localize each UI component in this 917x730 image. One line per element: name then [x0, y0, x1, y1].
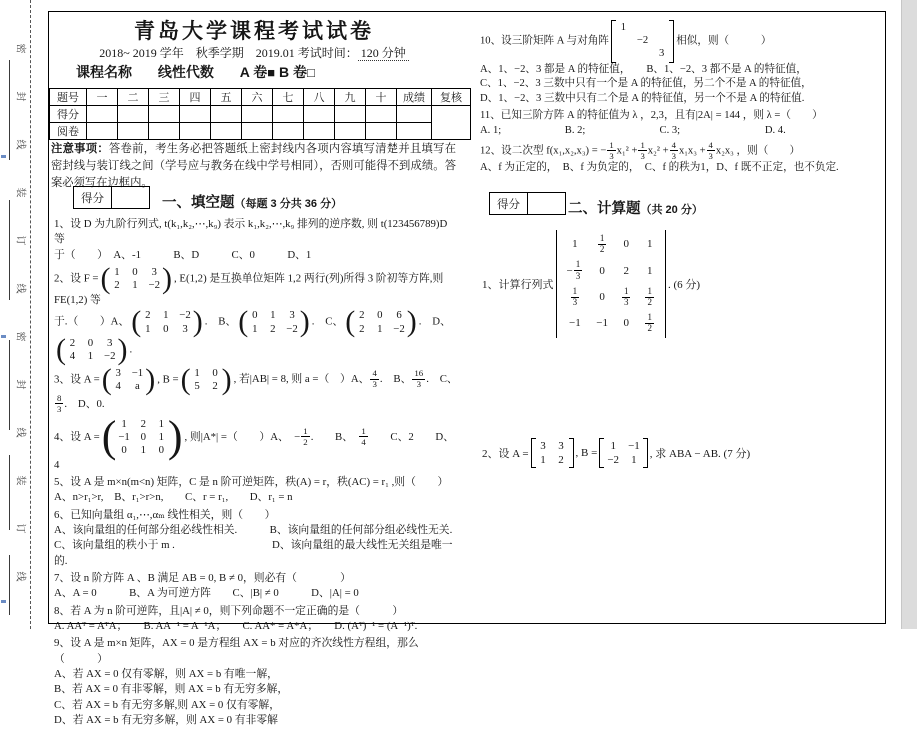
section2-title: 二、计算题（共 20 分）	[568, 201, 703, 217]
grade-col-header: 七	[273, 89, 304, 106]
matrix-F: ( 1 0 3 2 1 −2 )	[100, 262, 172, 296]
binding-mark	[1, 335, 6, 338]
binding-field-line	[9, 200, 10, 300]
grade-col-header: 一	[87, 89, 118, 106]
matrix-A: 3 3 1 2	[531, 438, 574, 468]
seal-line-char: 装	[14, 187, 26, 198]
score-box-section2	[489, 192, 566, 215]
grade-table	[49, 88, 471, 140]
grade-marker-row	[50, 123, 471, 140]
paper-a-checkbox-filled: ■	[267, 65, 276, 80]
matrix-option-c: ( 2 0 6 2 1 −2 )	[345, 305, 417, 339]
seal-line-char: 订	[14, 235, 26, 246]
score-box-label: 得分	[490, 193, 528, 215]
page-title: 青岛大学课程考试试卷	[134, 20, 374, 43]
grade-row-label: 得分	[50, 106, 87, 123]
question-11: 11、已知三阶方阵 A 的特征值为 λ ，2,3，且有|2A| = 144 ，则 λ =（ ） A. 1; B. 2; C. 3; D. 4.	[480, 110, 823, 136]
grade-col-header: 复核	[432, 89, 471, 106]
grade-row-label: 阅卷	[50, 123, 87, 140]
course-line	[76, 62, 466, 82]
matrix-option-d: ( 2 0 3 4 1 −2 )	[56, 333, 128, 367]
scrollbar-track[interactable]	[901, 0, 917, 629]
score-box-label: 得分	[74, 187, 112, 209]
binding-field-line	[9, 455, 10, 530]
questions-column-left	[54, 217, 459, 730]
matrix-A: ( 3 −1 4 a )	[101, 362, 156, 396]
score-box-section1	[73, 186, 150, 209]
matrix-A: ( 1 2 1 −1 0 1 0 1 0 )	[101, 412, 183, 462]
question-8: 8、若 A 为 n 阶可逆阵，且|A| ≠ 0，则下列命题不一定正确的是（ ） A. AAᵀ = AᵀA； B. AA⁻¹ = A⁻¹A； C. AA* = A*A； D. (Aᵀ)⁻¹ = (A⁻¹)ᵀ.	[54, 604, 418, 633]
calc-question-2: 2、设 A = 3 3 1 2 , B = 1 −1 −2 1 , 求 ABA − AB. (7 分)	[482, 438, 750, 468]
section1-title: 一、填空题（每题 3 分共 36 分）	[162, 195, 343, 211]
grade-col-header: 四	[180, 89, 211, 106]
seal-line-char: 线	[14, 427, 26, 438]
grade-col-header: 八	[304, 89, 335, 106]
paper-b-label: B 卷	[279, 64, 308, 80]
notice	[51, 141, 456, 192]
binding-field-line	[9, 60, 10, 160]
question-5: 5、设 A 是 m×n(m<n) 矩阵，C 是 n 阶可逆矩阵，秩(A) = r，秩(AC) = r₁ ,则（ ） A、n>r₁>r, B、r₁>r>n, C、r = r₁, D、r₁ = n	[54, 476, 449, 504]
matrix-option-a: ( 2 1 −2 1 0 3 )	[131, 305, 203, 339]
seal-line-char: 封	[14, 91, 26, 102]
binding-mark	[1, 600, 6, 603]
question-2: 2、设 F = ( 1 0 3 2 1 −2 ) , E(1,2) 是互换单位矩阵 1,2 两行(列)所得 3 阶初等方阵,则 FE(1,2) 等 于.（ ）A、 ( 2 1 −2 1 0 3 ) . B、 ( 0 1 3 1 2 −2 ) . C、 ( 2 0 6 2 1 −2 ) . D、 ( 2 0 3 4 1 −2 ) .	[54, 262, 451, 367]
matrix-B: 1 −1 −2 1	[599, 438, 647, 468]
grade-col-header: 三	[149, 89, 180, 106]
seal-line-char: 装	[14, 475, 26, 486]
binding-field-line	[9, 340, 10, 430]
grade-col-header: 六	[242, 89, 273, 106]
term-text: 2018~ 2019 学年 秋季学期 2019.01 考试时间：	[99, 46, 358, 60]
score-box-blank	[112, 187, 150, 209]
score-box-blank	[528, 193, 566, 215]
grade-score-row	[50, 106, 471, 123]
seal-line-char: 密	[14, 43, 26, 54]
course-label: 课程名称	[76, 64, 132, 80]
questions-column-right	[480, 20, 880, 178]
paper-a-label: A 卷	[239, 64, 268, 80]
calc-question-1: 1、计算行列式 1 $\frac{1}{2}$ 0 1 − $\frac{1}{3}$ 0 2 1 $\frac{1}{3}$ 0 $\frac{1}{3}$ $\frac{1}{2}$ −1 −1 0 $\frac{1}{2}$ . (6 分)	[482, 230, 700, 338]
seal-line-char: 封	[14, 379, 26, 390]
seal-line-char: 线	[14, 571, 26, 582]
grade-col-header: 五	[211, 89, 242, 106]
grade-col-header: 题号	[50, 89, 87, 106]
term-line	[48, 44, 460, 61]
matrix-diagonal: 1 −2 3	[611, 20, 674, 63]
question-1: 1、设 D 为九阶行列式, t(k₁,k₂,⋯,k₉) 表示 k₁,k₂,⋯,k₉ 排列的逆序数, 则 t(123456789)D 等 于（ ） A、-1 B、D C、0 D、1	[54, 218, 448, 261]
question-12: 12、设二次型 f(x₁,x₂,x₃) = − $\frac{1}{3}$ x₁² + $\frac{1}{3}$ x₂² + $\frac{4}{3}$ x₁x₃ + $\frac{4}{3}$ x₂x₃ ，则（ ） A、f 为正定的， B、f 为负定的， C、f 的秩为1，D、f 既不正定，也不负定.	[480, 139, 839, 174]
seal-line-char: 线	[14, 139, 26, 150]
question-4: 4、设 A = ( 1 2 1 −1 0 1 0 1 0 ) , 则|A*| =（ ）A、 − $\frac{1}{2}$ . B、 $\frac{1}{4}$ C、2 D、4	[54, 412, 455, 471]
course-name: 线性代数	[157, 64, 214, 80]
question-10: 10、设三阶矩阵 A 与对角阵 1 −2 3 相似，则（ ） A、1、−2、3 都是 A 的特征值， B、1、−2、3 都不是 A 的特征值， C、1、−2、3 三数中只有一个是 A 的特征值，另二个不是 A 的特征值， D、1、−2、3 三数中只有二个是 A 的特征值，另一个不是 A 的特征值.	[480, 22, 812, 105]
notice-label: 注意事项：	[51, 143, 109, 155]
matrix-option-b: ( 0 1 3 1 2 −2 )	[238, 305, 310, 339]
seal-dashed-line	[30, 0, 31, 629]
paper-b-checkbox-empty: □	[307, 65, 315, 80]
grade-col-header: 成绩	[397, 89, 432, 106]
question-3: 3、设 A = ( 3 −1 4 a ) , B = ( 1 0 5 2 ) , 若|AB| = 8, 则 a =（ ）A、 $\frac{4}{3}$ . B、 $\frac{16}{3}$ . C、 $\frac{8}{3}$ . D、0.	[54, 362, 458, 414]
grade-header-row	[50, 89, 471, 106]
binding-mark	[1, 155, 6, 158]
matrix-B: ( 1 0 5 2 )	[180, 362, 232, 396]
question-6: 6、已知向量组 α₁,⋯,αₘ 线性相关，则（ ） A、该向量组的任何部分组必线性相关. B、该向量组的任何部分组必线性无关. C、该向量组的秩小于 m . D、该向量组的最大线性无关组是唯一的.	[54, 508, 453, 567]
seal-line-char: 线	[14, 283, 26, 294]
notice-text: 答卷前，考生务必把答题纸上密封线内各项内容填写清楚并且填写在密封线与装订线之间（学号应与教务在线中学号相同），否则可能得不到成绩。答案必须写在边框内。	[51, 143, 456, 189]
seal-line-char: 订	[14, 523, 26, 534]
grade-review-cell	[432, 106, 471, 140]
grade-col-header: 十	[366, 89, 397, 106]
grade-col-header: 二	[118, 89, 149, 106]
exam-duration: 120 分钟	[358, 46, 409, 61]
question-7: 7、设 n 阶方阵 A 、B 满足 AB = 0, B ≠ 0，则必有（ ） A、A = 0 B、A 为可逆方阵 C、|B| ≠ 0 D、|A| = 0	[54, 572, 359, 600]
grade-col-header: 九	[335, 89, 366, 106]
determinant-4x4: 1 $\frac{1}{2}$ 0 1 − $\frac{1}{3}$ 0 2 1 $\frac{1}{3}$ 0 $\frac{1}{3}$ $\frac{1}{2}$ −1 −1 0 $\frac{1}{2}$	[556, 230, 666, 338]
binding-field-line	[9, 555, 10, 615]
seal-line-char: 密	[14, 331, 26, 342]
question-9: 9、设 A 是 m×n 矩阵，AX = 0 是方程组 AX = b 对应的齐次线性方程组，那么（ ） A、若 AX = 0 仅有零解，则 AX = b 有唯一解， B、若 AX = 0 有非零解，则 AX = b 有无穷多解， C、若 AX = b 有无穷多解,则 AX = 0 仅有零解， D、若 AX = b 有无穷多解，则 AX = 0 有非零解	[54, 637, 419, 726]
